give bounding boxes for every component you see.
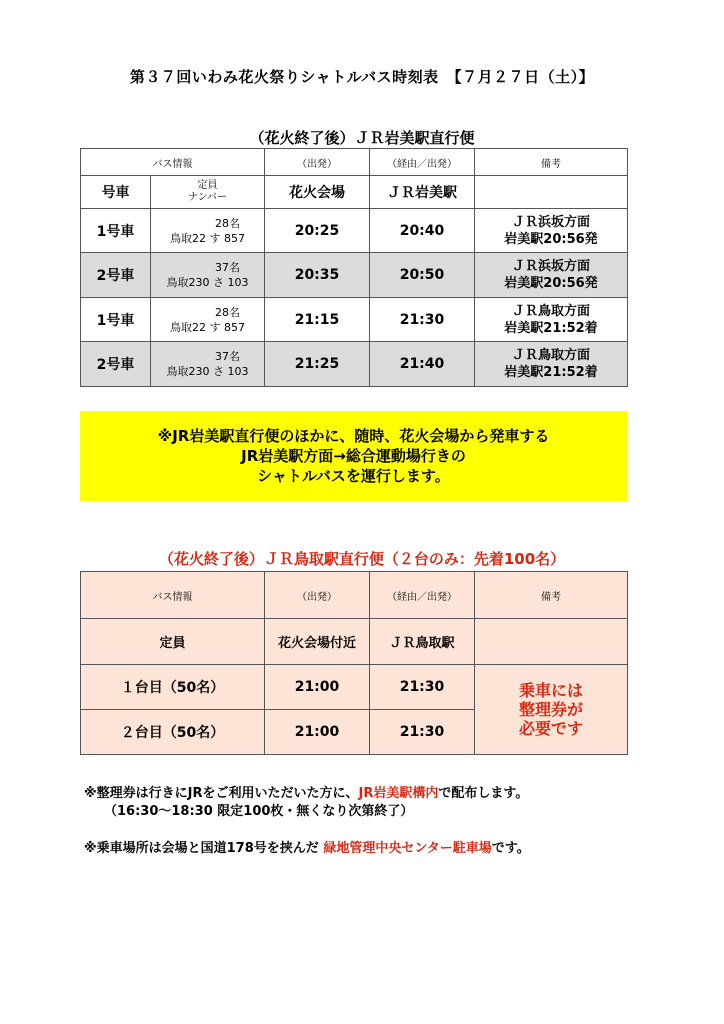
- footnote-boarding-text: ※乗車場所は会場と国道178号を挟んだ: [84, 841, 319, 856]
- bus-label: ２台目（50名）: [81, 710, 265, 755]
- remark-line-1: 乗車には: [518, 681, 583, 700]
- header-capacity-label: 定員: [197, 180, 218, 191]
- bus-label: １台目（50名）: [81, 665, 265, 710]
- car-number: 2号車: [81, 342, 151, 387]
- notice-line-3: シャトルバスを運行します。: [257, 467, 450, 485]
- remark-direction: ＪＲ浜坂方面: [511, 259, 590, 274]
- depart-time: 21:15: [265, 298, 370, 342]
- header-car: 号車: [81, 176, 151, 209]
- header-capacity-number: [151, 176, 265, 209]
- table-row: [81, 298, 628, 342]
- remark: [475, 253, 628, 298]
- depart-time: 21:25: [265, 342, 370, 387]
- header-depart-place: 花火会場付近: [265, 619, 370, 665]
- header-via-place: ＪＲ鳥取駅: [370, 619, 475, 665]
- plate: 鳥取230 さ 103: [166, 365, 249, 378]
- ticket-required-remark: [475, 665, 628, 755]
- plate: 鳥取22 す 857: [170, 320, 245, 334]
- remark-direction: ＪＲ鳥取方面: [511, 348, 590, 363]
- header-bus-info: バス情報: [81, 572, 265, 619]
- header-depart: （出発）: [265, 572, 370, 619]
- plate: 鳥取22 す 857: [170, 231, 245, 245]
- depart-time: 21:00: [265, 710, 370, 755]
- car-number: 1号車: [81, 209, 151, 253]
- page-title: 第３７回いわみ花火祭りシャトルバス時刻表 【７月２７日（土）】: [129, 68, 595, 86]
- remark-line-2: 整理券が: [518, 700, 583, 719]
- notice-line-1: ※JR岩美駅直行便のほかに、随時、花火会場から発車する: [157, 427, 550, 445]
- header-via: （経由／出発）: [370, 149, 475, 176]
- header-bus-info: バス情報: [81, 149, 265, 176]
- section2-heading: （花火終了後）ＪＲ鳥取駅直行便（２台のみ：先着100名）: [158, 550, 566, 568]
- capacity: 28名: [215, 305, 240, 319]
- capacity: 37名: [215, 261, 240, 274]
- via-time: 20:50: [370, 253, 475, 298]
- via-time: 20:40: [370, 209, 475, 253]
- table-row: [81, 342, 628, 387]
- remark-direction: ＪＲ鳥取方面: [511, 303, 590, 319]
- remark: [475, 342, 628, 387]
- depart-time: 20:25: [265, 209, 370, 253]
- footnote-boarding: [84, 837, 530, 856]
- header-depart: （出発）: [265, 149, 370, 176]
- capacity: 28名: [215, 216, 240, 230]
- footnote-ticket: [84, 782, 528, 801]
- iwami-timetable: [80, 148, 628, 387]
- via-time: 21:30: [370, 710, 475, 755]
- remark-line-3: 必要です: [518, 719, 583, 738]
- table-row: [81, 253, 628, 298]
- footnote-boarding-text-end: です。: [491, 841, 530, 856]
- footnote-ticket-location: JR岩美駅構内: [358, 786, 439, 801]
- bus-capacity-plate: [151, 342, 265, 387]
- header-via: （経由／出発）: [370, 572, 475, 619]
- car-number: 1号車: [81, 298, 151, 342]
- tottori-timetable: [80, 571, 628, 755]
- remark: [475, 209, 628, 253]
- footnote-ticket-text: ※整理券は行きにJRをご利用いただいた方に、: [84, 786, 359, 801]
- bus-capacity-plate: [151, 298, 265, 342]
- header-remarks: 備考: [475, 149, 628, 176]
- header-remarks: 備考: [475, 572, 628, 619]
- via-time: 21:40: [370, 342, 475, 387]
- remark-time: 岩美駅20:56発: [504, 276, 598, 291]
- footnote-ticket-hours: （16:30～18:30 限定100枚・無くなり次第終了）: [104, 804, 414, 819]
- header-number-label: ナンバー: [188, 192, 227, 203]
- remark-direction: ＪＲ浜坂方面: [511, 214, 590, 230]
- bus-capacity-plate: [151, 253, 265, 298]
- header-via-place: ＪＲ岩美駅: [370, 176, 475, 209]
- header-depart-place: 花火会場: [265, 176, 370, 209]
- footnote-boarding-location: 緑地管理中央センター駐車場: [323, 841, 492, 856]
- remark-time: 岩美駅21:52着: [504, 365, 598, 380]
- remark-time: 岩美駅21:52着: [504, 320, 598, 336]
- header-remarks-blank: [475, 619, 628, 665]
- section1-heading: （花火終了後）ＪＲ岩美駅直行便: [249, 129, 475, 147]
- header-remarks-blank: [475, 176, 628, 209]
- table-row: [81, 209, 628, 253]
- depart-time: 20:35: [265, 253, 370, 298]
- capacity: 37名: [215, 350, 240, 363]
- notice-line-2: JR岩美駅方面→総合運動場行きの: [241, 447, 466, 465]
- notice-box: [80, 411, 627, 501]
- remark: [475, 298, 628, 342]
- remark-time: 岩美駅20:56発: [504, 231, 598, 247]
- bus-capacity-plate: [151, 209, 265, 253]
- via-time: 21:30: [370, 665, 475, 710]
- depart-time: 21:00: [265, 665, 370, 710]
- footnote-ticket-text-end: で配布します。: [438, 786, 529, 801]
- plate: 鳥取230 さ 103: [166, 276, 249, 289]
- car-number: 2号車: [81, 253, 151, 298]
- via-time: 21:30: [370, 298, 475, 342]
- table-row: [81, 665, 628, 710]
- header-capacity: 定員: [81, 619, 265, 665]
